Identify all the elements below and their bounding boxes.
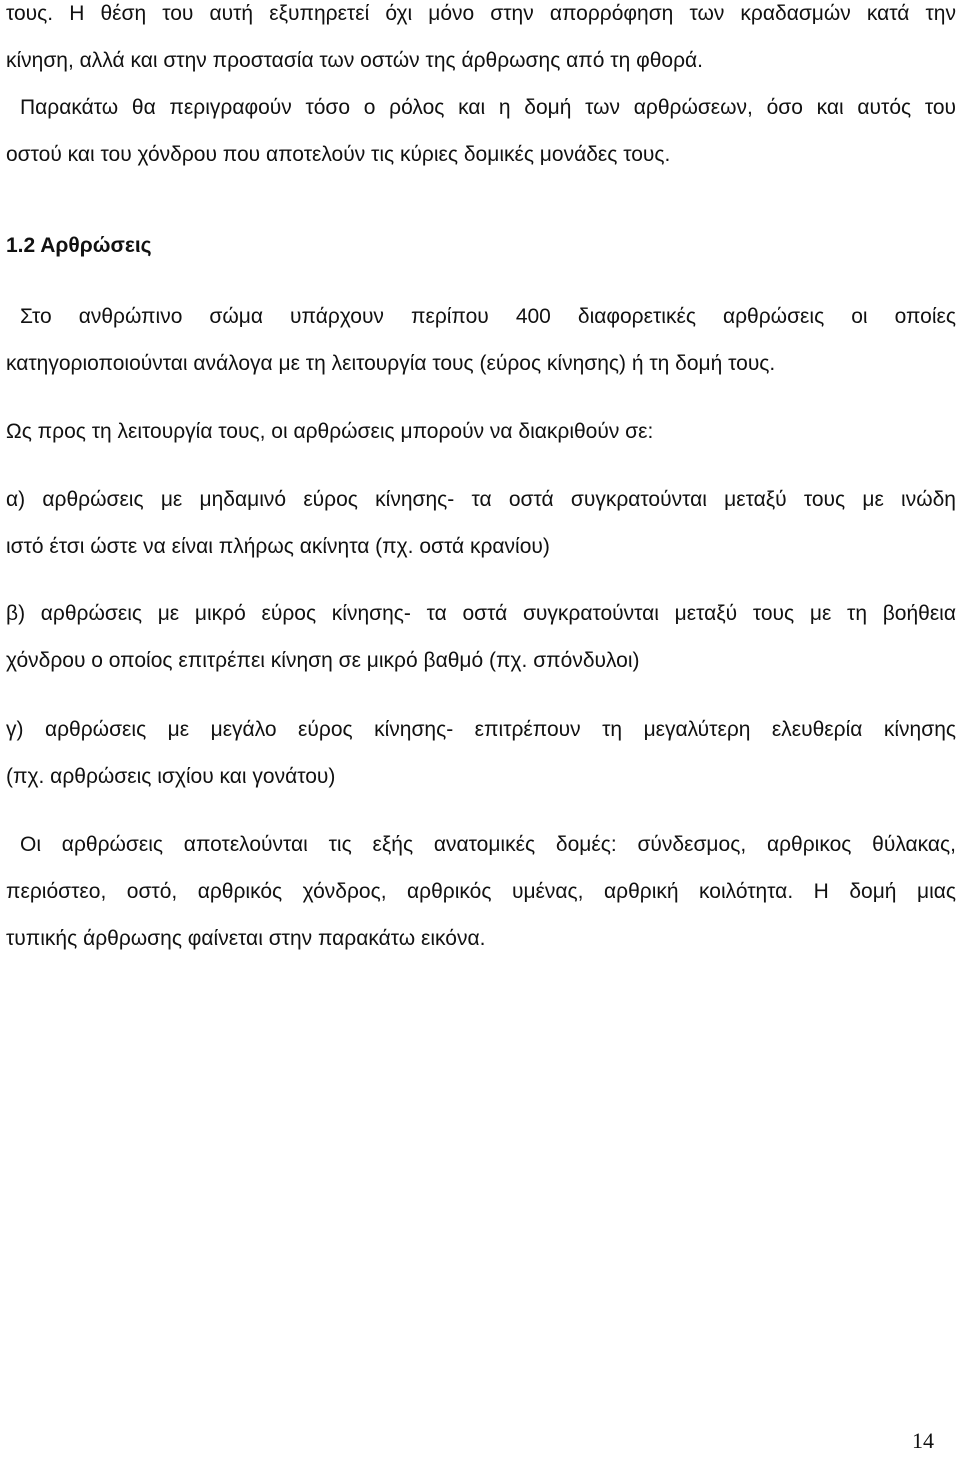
list-item-a — [6, 476, 956, 570]
text-line: ιστό έτσι ώστε να είναι πλήρως ακίνητα (πχ. οστά κρανίου) — [6, 535, 550, 558]
text-line: Στο ανθρώπινο σώμα υπάρχουν περίπου 400 διαφορετικές αρθρώσεις οι οποίες — [20, 305, 956, 328]
paragraph-anatomical-structures — [6, 821, 956, 962]
paragraph-joint-count — [6, 293, 956, 387]
text-line: περιόστεο, οστό, αρθρικός χόνδρος, αρθρικός υμένας, αρθρική κοιλότητα. Η δομή μιας — [6, 880, 956, 903]
intro-paragraph — [6, 0, 956, 178]
text-line: τυπικής άρθρωσης φαίνεται στην παρακάτω εικόνα. — [6, 927, 486, 950]
text-line: Ως προς τη λειτουργία τους, οι αρθρώσεις μπορούν να διακριθούν σε: — [6, 420, 654, 443]
text-line: γ) αρθρώσεις με μεγάλο εύρος κίνησης- επιτρέπουν τη μεγαλύτερη ελευθερία κίνησης — [6, 718, 956, 741]
text-line: Οι αρθρώσεις αποτελούνται τις εξής ανατομικές δομές: σύνδεσμος, αρθρικος θύλακας, — [20, 833, 956, 856]
list-item-c — [6, 706, 956, 800]
text-line: τους. Η θέση του αυτή εξυπηρετεί όχι μόνο στην απορρόφηση των κραδασμών κατά την — [6, 2, 956, 25]
text-line: κίνηση, αλλά και στην προστασία των οστών της άρθρωσης από τη φθορά. — [6, 49, 703, 72]
text-line: οστού και του χόνδρου που αποτελούν τις κύριες δομικές μονάδες τους. — [6, 143, 671, 166]
list-item-b — [6, 590, 956, 684]
paragraph-classification-intro — [6, 408, 956, 455]
text-line: Παρακάτω θα περιγραφούν τόσο ο ρόλος και η δομή των αρθρώσεων, όσο και αυτός του — [20, 96, 956, 119]
text-line: (πχ. αρθρώσεις ισχίου και γονάτου) — [6, 765, 336, 788]
page-number: 14 — [912, 1428, 934, 1453]
text-line: κατηγοριοποιούνται ανάλογα με τη λειτουργία τους (εύρος κίνησης) ή τη δομή τους. — [6, 352, 776, 375]
text-line: χόνδρου ο οποίος επιτρέπει κίνηση σε μικρό βαθμό (πχ. σπόνδυλοι) — [6, 649, 640, 672]
section-heading: 1.2 Αρθρώσεις — [6, 234, 152, 257]
text-line: α) αρθρώσεις με μηδαμινό εύρος κίνησης- τα οστά συγκρατούνται μεταξύ τους με ινώδη — [6, 488, 956, 511]
text-line: β) αρθρώσεις με μικρό εύρος κίνησης- τα οστά συγκρατούνται μεταξύ τους με τη βοήθεια — [6, 602, 956, 625]
